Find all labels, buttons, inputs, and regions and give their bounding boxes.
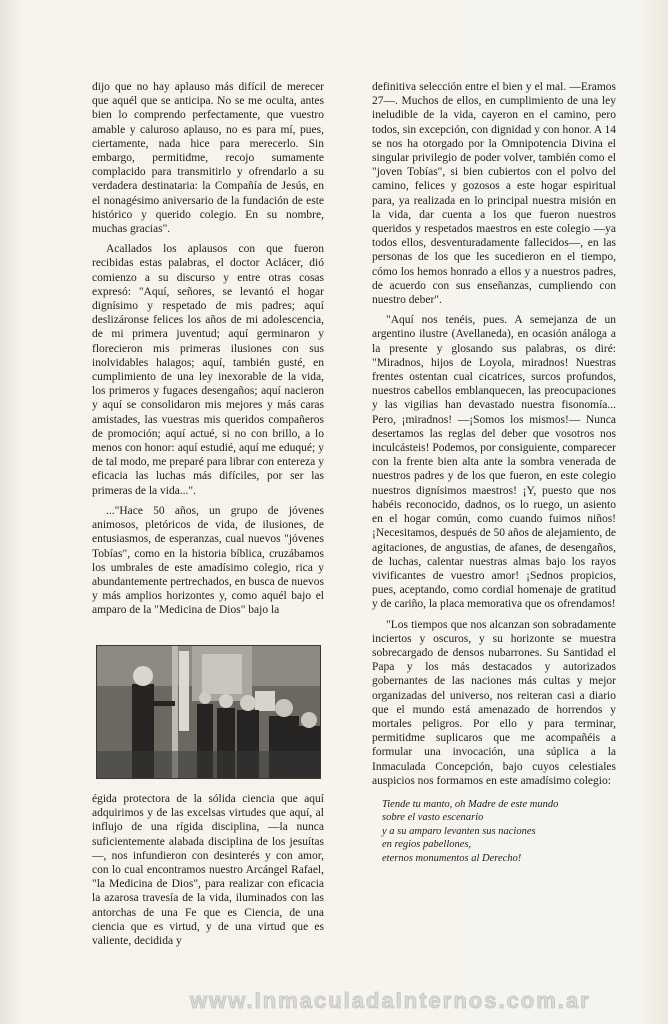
paragraph: ..."Hace 50 años, un grupo de jóvenes animosos, pletóricos de vida, de ilusiones, de entusiasmos, de esperanzas, cual nuevos "jóvenes Tobías", como en la historia bíblica, cruzábamos los umbrales de este amadísimo colegio, rica y abundantemente pertrechados, en busca de nuevos y más amplios horizontes y, como aquél bajo el amparo de la "Medicina de Dios" bajo la — [92, 504, 324, 617]
left-column-bottom — [92, 792, 324, 954]
paragraph: dijo que no hay aplauso más difícil de merecer que aquél que se anticipa. No se me oculta, antes bien lo comprendo perfectamente, que vuestro amable y caluroso aplauso, no es para mí, pues, ciertamente, nada hice para merecerlo. Sin embargo, permitidme, recojo sumamente complacido para transmitirlo y ofrendarlo a su verdadera destinataria: la Compañía de Jesús, en el nonagésimo aniversario de la fundación de este histórico y querido colegio. En su nombre, muchas gracias". — [92, 81, 324, 236]
poem-line: en regios pabellones, — [382, 839, 472, 851]
poem-line: eternos monumentos al Derecho! — [382, 852, 522, 864]
right-column — [372, 80, 616, 865]
poem-line: sobre el vasto escenario — [382, 812, 484, 824]
left-column-top — [92, 80, 324, 624]
paragraph: "Los tiempos que nos alcanzan son sobradamente inciertos y oscuros, y su horizonte se muestra sobrecargado de densos nubarrones. Su Santidad el Papa y los más destacados y autorizados gobernantes de las naciones más cultas y mejor organizadas del universo, nos reiteran casi a diario que el mundo está amenazado de horrendos y mortales peligros. Por ello y para terminar, permitidme suplicaros que me acompañéis a formular una invocación, una súplica a la Inmaculada Concepción, bajo cuyos celestiales auspicios nos formamos en este amadísimo colegio: — [372, 618, 616, 787]
event-photo-illustration — [97, 646, 320, 778]
paragraph: Acallados los aplausos con que fueron recibidas estas palabras, el doctor Aclácer, dió comienzo a su discurso y entre otras cosas expresó: "Aquí, señores, se levantó el hogar dignísimo y respetado de mis padres; aquí deslizáronse felices los años de mi adolescencia, de mi primera juventud; aquí germinaron y florecieron mis primeras ilusiones con sus inolvidables halagos; aquí, también gusté, en cumplimiento de una ley inexorable de la vida, los primeros y fugaces desengaños; aquí nacieron y aquí se consolidaron mis mejores y más caras amistades, las vuestras mis queridos compañeros de promoción; aquí actué, si no con brillo, a lo menos con honor: aquí estudié, aquí me eduqué; y de tal modo, me preparé para librar con entereza y eficacia las luchas más difíciles, por ser las primeras de la vida...". — [92, 243, 324, 497]
poem — [382, 798, 616, 866]
poem-line: y a su amparo levanten sus naciones — [382, 825, 536, 837]
paragraph: égida protectora de la sólida ciencia que aquí adquirimos y de las excelsas virtudes que aquí, al influjo de una rígida disciplina, —la nunca suficientemente alabada disciplina de los jesuítas—, nos infundieron con desinterés y con amor, con lo cual encontramos nuestro Arcángel Rafael, "la Medicina de Dios", para realizar con eficacia la azarosa travesía de la vida, iluminados con las antorchas de una Fe que es Ciencia, de una ciencia que es virtud, y de una virtud que es valiente, decidida y — [92, 793, 324, 948]
paragraph: "Aquí nos tenéis, pues. A semejanza de un argentino ilustre (Avellaneda), en ocasión análoga a la presente y glosando sus palabras, os diré: "Miradnos, hijos de Loyola, miradnos! Nuestras frentes ostentan cual cicatrices, surcos profundos, nuestros cabellos emblanquecen, las preocupaciones y las vigilias han devastado nuestra fisonomía... Pero, ¡miradnos! —¡Somos los mismos!— Nunca desertamos las reglas del deber que vosotros nos inculcásteis! Podemos, por consiguiente, comparecer con la frente bien alta ante la sombra venerada de nuestros padres y de los que fueron, en este colegio nuestros dignísimos maestros! ¡Y, puesto que nos habéis reconocido, dadnos, os lo ruego, un asiento en el hogar común, como cuando fuimos niños! ¡Necesitamos, después de 50 años de alejamiento, de agitaciones, de angustias, de afanes, de desengaños, de luchas, calentar nuestras almas bajo los rayos vivificantes de vuestro amor! ¡Sednos propicios, pues, aceptando, como cordial homenaje de gratitud y de cariño, la placa memorativa que os ofrendamos! — [372, 314, 616, 611]
poem-line: Tiende tu manto, oh Madre de este mundo — [382, 798, 559, 810]
paragraph: definitiva selección entre el bien y el mal. —Eramos 27—. Muchos de ellos, en cumplimiento de una ley ineludible de la vida, cayeron en el camino, pero todos, sin excepción, con dignidad y con honor. A 14 se nos ha otorgado por la Omnipotencia Divina el singular privilegio de poder volver, también como el "joven Tobías", si bien cubiertos con el polvo del camino, felices y gozosos a este hogar espiritual para, ya realizada en lo principal nuestra misión en la vida, dar cuenta a los que fueron nuestros queridos y respetados maestros en este colegio —ya todos ellos, desventuradamente fallecidos—, en las personas de los que les sucedieron en el tiempo, cómo los hemos honrado a ellos y a nuestros padres, de acuerdo con sus enseñanzas, cumpliendo con nuestro deber". — [372, 81, 616, 307]
watermark: www.InmaculadaInternos.com.ar — [190, 988, 591, 1013]
event-photo — [96, 645, 321, 779]
